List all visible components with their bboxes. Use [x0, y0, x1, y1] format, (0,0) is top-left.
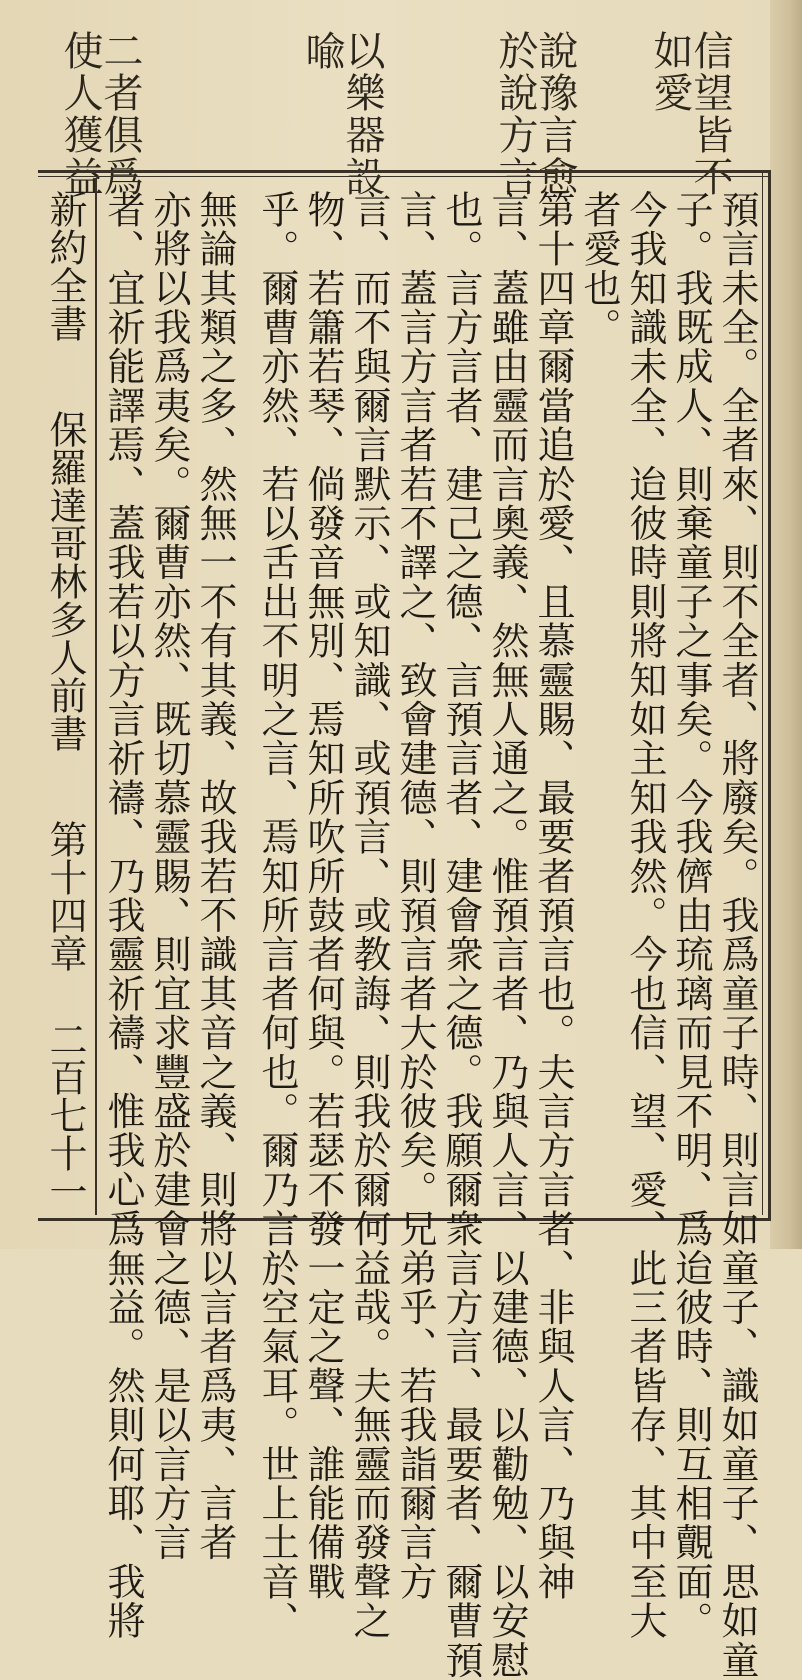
- text-column: 也。言方言者、建己之德、言預言者、建會衆之德。我願爾衆言方言、最要者、爾曹預: [439, 190, 483, 1680]
- frame-rule: [38, 176, 768, 177]
- text-column: 者、宜祈能譯焉、蓋我若以方言祈禱、乃我靈祈禱、惟我心爲無益。然則何耶、我將: [101, 190, 145, 1641]
- page-number: 二百七十一: [43, 1020, 87, 1210]
- text-column: 亦將以我爲夷矣。爾曹亦然、既切慕靈賜、則宜求豐盛於建會之德、是以言方言: [147, 190, 191, 1562]
- frame-rule: [762, 170, 763, 1215]
- text-column: 乎。爾曹亦然、若以舌出不明之言、焉知所言者何也。爾乃言於空氣耳。世上土音、: [255, 190, 299, 1641]
- book-title: 新約全書: [43, 190, 87, 342]
- margin-note: 以樂器設 喩: [299, 30, 385, 198]
- text-column: 言、蓋雖由靈而言奧義、然無人通之。惟預言者、乃與人言、以建德、以勸勉、以安慰: [485, 190, 529, 1680]
- margin-note: 信望皆不 如愛: [647, 30, 733, 198]
- margin-note: 二者俱爲 使人獲益: [57, 30, 143, 198]
- margin-note: 說豫言愈 於說方言: [492, 30, 578, 198]
- text-column: 無論其類之多、然無一不有其義、故我若不識其音之義、則將以言者爲夷、言者: [193, 190, 237, 1562]
- text-column: 言、蓋言方言者若不譯之、致會建德、則預言者大於彼矣。兄弟乎、若我詣爾言方: [393, 190, 437, 1602]
- chapter-label: 第十四章: [43, 820, 87, 972]
- epistle-title: 保羅達哥林多人前書: [43, 410, 87, 752]
- text-column: 子。我既成人、則棄童子之事矣。今我儕由琉璃而見不明、爲迨彼時、則互相覿面。: [669, 190, 713, 1641]
- text-column: 言、而不與爾言默示、或知識、或預言、或教誨、則我於爾何益哉。夫無靈而發聲之: [347, 190, 391, 1641]
- text-column: 今我知識未全、迨彼時則將知如主知我然。今也信、望、愛、此三者皆存、其中至大: [623, 190, 667, 1641]
- text-column: 物、若簫若琴、倘發音無別、焉知所吹所鼓者何與。若瑟不發一定之聲、誰能備戰: [301, 190, 345, 1602]
- gutter-rule: [95, 178, 97, 1215]
- book-spine: [770, 0, 802, 1249]
- chapter-heading-column: 第十四章爾當追於愛、且慕靈賜、最要者預言也。夫言方言者、非與人言、乃與神: [531, 190, 575, 1602]
- text-column: 預言未全。全者來、則不全者、將廢矣。我爲童子時、則言如童子、識如童子、思如童: [715, 190, 759, 1680]
- text-column: 者愛也。: [577, 190, 621, 347]
